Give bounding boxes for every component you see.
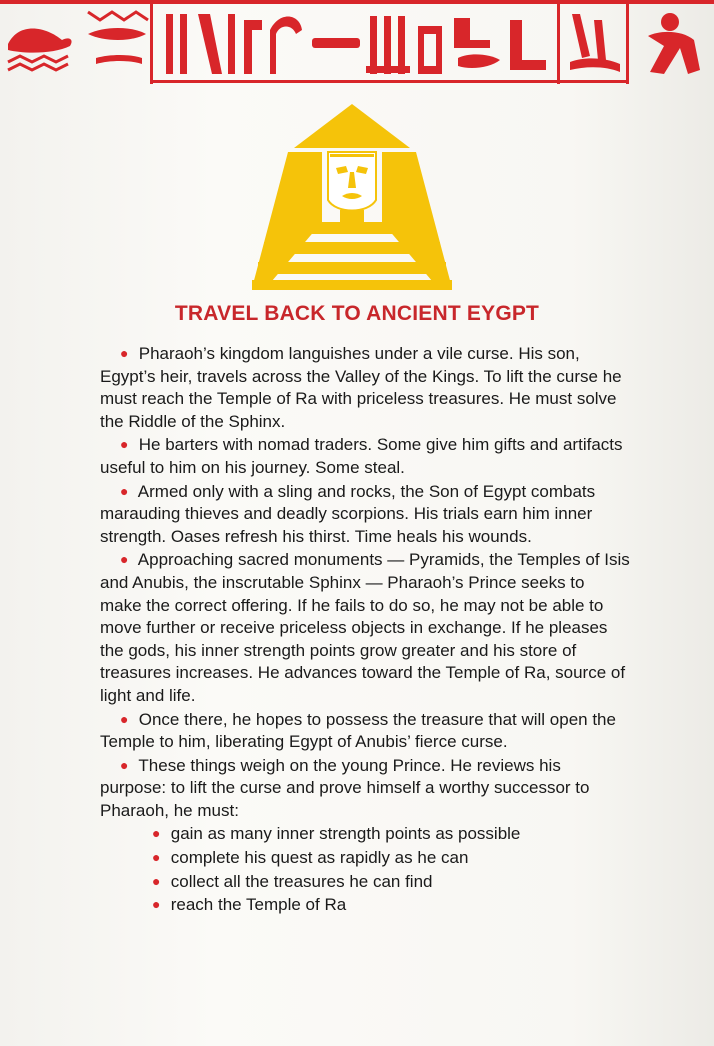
paragraph-text: Armed only with a sling and rocks, the Son of Egypt combats marauding thieves and deadly scorpions. His trials earn him inner strength. Oases refresh his thirst. Time heals his wounds. (100, 481, 596, 546)
bullet-icon: ● (120, 482, 129, 499)
page-title: TRAVEL BACK TO ANCIENT EYGPT (174, 302, 540, 325)
list-item (152, 846, 630, 870)
paragraph (100, 708, 630, 754)
paragraph (100, 480, 630, 549)
list-item-text: gain as many inner strength points as possible (170, 824, 521, 844)
bullet-icon: ● (152, 825, 161, 842)
paragraph-text: He barters with nomad traders. Some give him gifts and artifacts useful to him on his journey. Some steal. (100, 435, 623, 477)
bullet-icon: ● (120, 436, 129, 453)
paragraph-text: These things weigh on the young Prince. He reviews his purpose: to lift the curse and prove himself a worthy successor to Pharaoh, he must: (100, 755, 590, 820)
paragraph (100, 342, 630, 433)
bullet-icon: ● (152, 849, 161, 866)
hieroglyph-banner (0, 0, 714, 88)
paragraph (100, 548, 630, 707)
bullet-icon: ● (120, 345, 129, 361)
bullet-icon: ● (120, 756, 129, 773)
bullet-icon: ● (120, 710, 129, 727)
bullet-icon: ● (120, 551, 129, 568)
list-item (152, 870, 630, 894)
list-item (152, 822, 630, 846)
list-item (152, 893, 630, 917)
list-item-text: reach the Temple of Ra (170, 895, 347, 915)
bullet-icon: ● (152, 896, 161, 913)
paragraph-text: Approaching sacred monuments — Pyramids, the Temples of Isis and Anubis, the inscrutable Sphinx — Pharaoh’s Prince seeks to make the correct offering. If he fails to do so, he may not be able to move further or receive priceless objects in exchange. If he pleases the gods, his inner strength points grow greater and his store of treasures increases. He advances toward the Temple of Ra, source of light and life. (100, 550, 630, 705)
list-item-text: complete his quest as rapidly as he can (170, 848, 469, 868)
sphinx-head-icon (252, 102, 452, 292)
paragraph-text: Once there, he hopes to possess the treasure that will open the Temple to him, liberating Egypt of Anubis’ fierce curse. (100, 709, 616, 752)
paragraph (100, 433, 630, 479)
story-text (100, 342, 630, 917)
list-item-text: collect all the treasures he can find (170, 871, 433, 891)
hieroglyph-banner-icon (0, 0, 714, 88)
paragraph-text: Pharaoh’s kingdom languishes under a vile curse. His son, Egypt’s heir, travels across the Valley of the Kings. To lift the curse he must reach the Temple of Ra with priceless treasures. He must solve the Riddle of the Sphinx. (100, 344, 622, 431)
sphinx-logo (252, 102, 452, 292)
goals-list (100, 822, 630, 916)
bullet-icon: ● (152, 872, 161, 889)
paragraph (100, 754, 630, 823)
